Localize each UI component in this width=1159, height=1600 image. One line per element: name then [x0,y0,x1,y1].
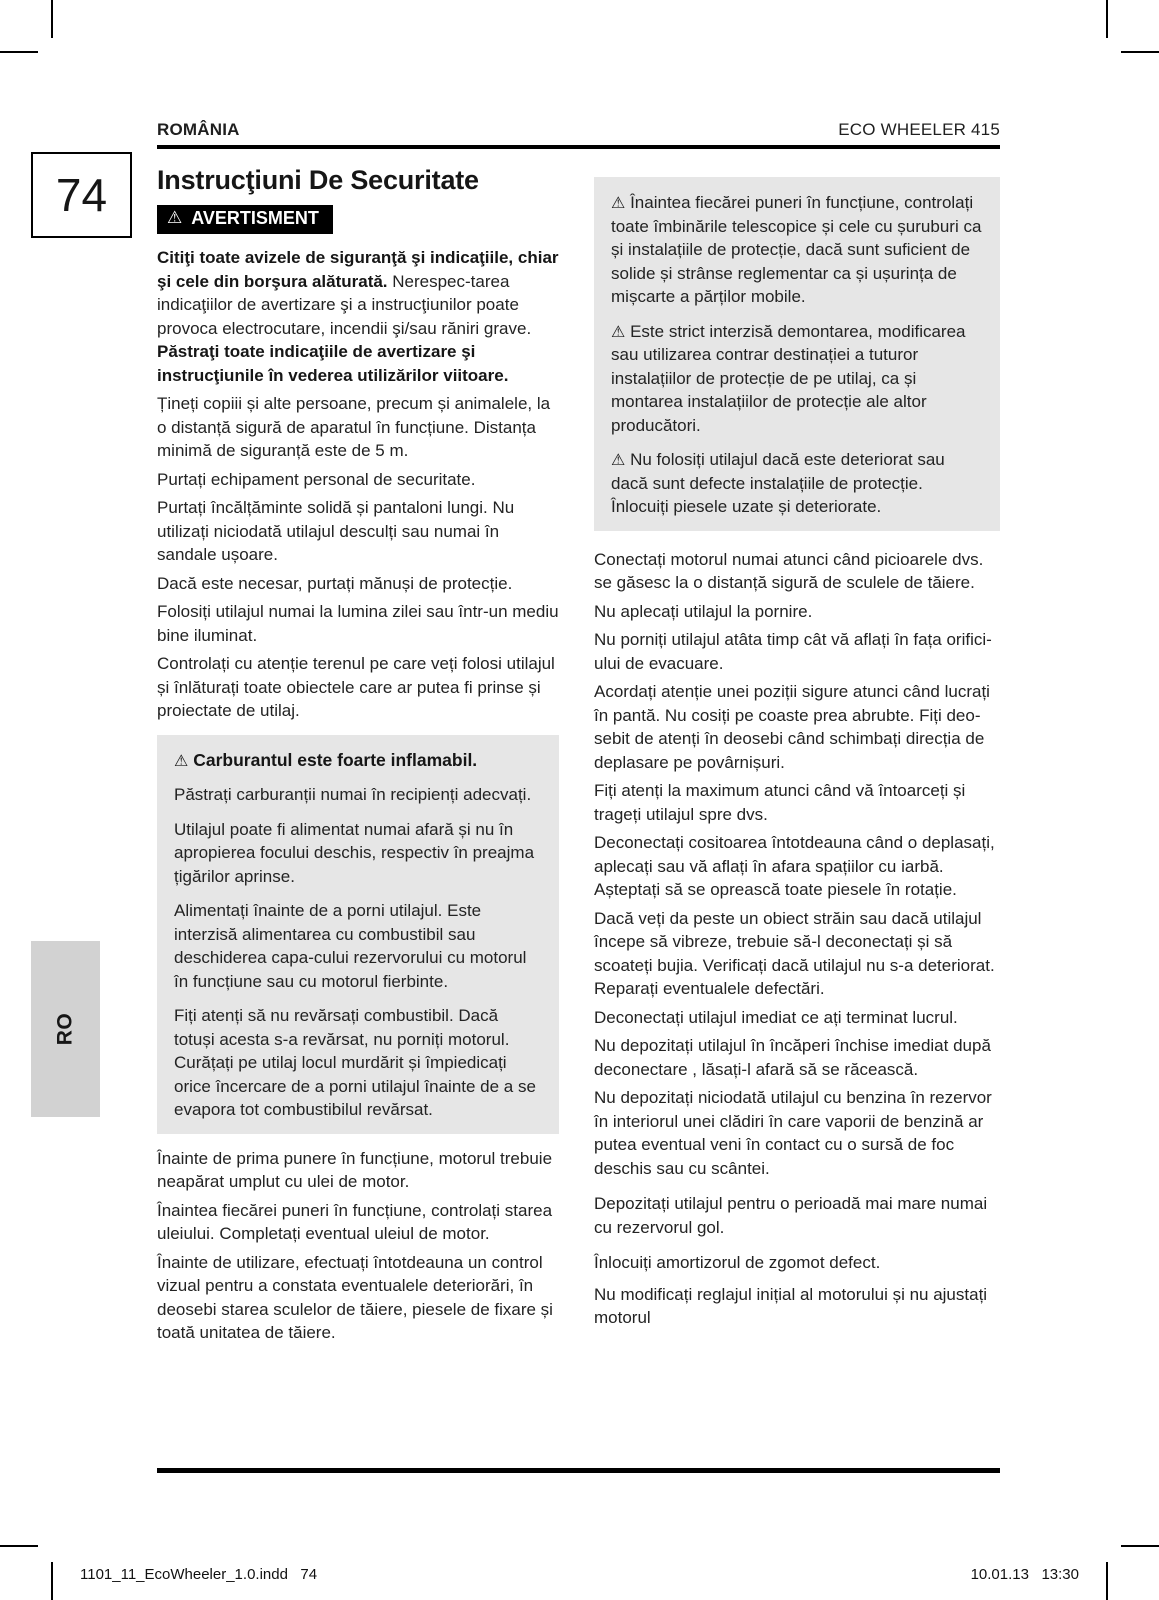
warning-icon: ⚠ [167,208,183,228]
paragraph: Înaintea fiecărei puneri în funcțiune, controlați starea uleiului. Completați eventual uleiul de motor. [157,1200,553,1243]
crop-mark [1121,1545,1159,1547]
left-column [157,165,559,1350]
crop-mark [0,1545,38,1547]
warning-item [611,191,984,309]
fuel-warning-heading [174,749,543,773]
paragraph: Nu aplecați utilajul la pornire. [594,601,813,621]
paragraph: Nu porniți utilajul atâta timp cât vă aflați în fața orifici-ului de evacuare. [594,630,992,673]
safety-warning-box [594,177,1000,531]
paragraph: Folosiți utilajul numai la lumina zilei sau într-un mediu bine iluminat. [157,602,559,645]
paragraph: Înlocuiți amortizorul de zgomot defect. [594,1253,881,1272]
warning-item-text: Înaintea fiecărei puneri în funcțiune, controlați toate îmbinările telescopice și cele cu șuruburi ca și instalațiile de protecție, dacă sunt suficient de solide și strânse reglementar ca și ușurința de mișcarte a părților mobile. [611,193,982,306]
warning-item-text: Este strict interzisă demontarea, modificarea sau utilizarea contrar destinației a tuturor instalațiilor de protecție de pe utilaj, ca și montarea instalațiilor de protecție ale altor producători. [611,321,966,435]
language-tab-label: RO [53,1012,77,1046]
paragraph: Fiți atenți la maximum atunci când vă întoarceți și trageți utilajul spre dvs. [594,781,966,824]
section-title: Instrucţiuni De Securitate [157,165,479,195]
warning-item [611,320,984,438]
paragraph: Deconectați utilajul imediat ce ați terminat lucrul. [594,1007,958,1027]
paragraph: Păstrați carburanții numai în recipienți adecvați. [174,785,532,804]
slug-filename: 1101_11_EcoWheeler_1.0.indd 74 [80,1566,318,1583]
crop-mark [0,51,38,53]
warning-banner [157,205,333,234]
warning-item-text: Nu folosiți utilajul dacă este deteriorat sau dacă sunt defecte instalațiile de protecție. Înlocuiți piesele uzate și deteriorate. [611,450,945,516]
crop-mark [51,0,53,38]
crop-mark [1106,0,1108,38]
crop-mark [1106,1562,1108,1600]
fuel-warning-box [157,735,559,1134]
paragraph: Alimentați înainte de a porni utilajul. Este interzisă alimentarea cu combustibil sau deschiderea capa-cului rezervorului cu motorul în funcțiune sau cu motorul fierbinte. [174,901,527,991]
intro-paragraph [157,246,559,387]
paragraph: Fiți atenți să nu revărsați combustibil. Dacă totuși acesta s-a revărsat, nu porniți motorul. Curățați pe utilaj locul murdărit și împiedicați orice încercare de a porni utilajul înainte de a se evapora tot combustibilul revărsat. [174,1006,536,1119]
running-header [157,120,1000,145]
page-content [157,120,1000,1350]
paragraph: Dacă este necesar, purtați mănuși de protecție. [157,573,513,593]
crop-mark [1121,51,1159,53]
intro-bold-start: Citiţi toate avizele de siguranţă şi indicaţiile, chiar şi cele din borşura alăturată. [157,248,559,291]
warning-icon: ⚠ [611,193,626,212]
right-column [594,165,1000,1350]
paragraph: Țineți copiii și alte persoane, precum și animalele, la o distanță sigură de aparatul în funcțiune. Distanța minimă de siguranță este de 5 m. [157,394,551,460]
paragraph: Deconectați cositoarea întotdeauna când o deplasați, aplecați sau vă aflați în afara spațiilor cu iarbă. Așteptați să se oprească toate piesele în rotație. [594,833,995,899]
paragraph: Nu depozitați utilajul în încăperi închise imediat după deconectare , lăsați-l afară să se răcească. [594,1036,991,1079]
paragraph: Purtați echipament personal de securitate. [157,469,476,489]
two-column-layout [157,165,1000,1350]
paragraph: Înainte de utilizare, efectuați întotdeauna un control vizual pentru a constata eventualele deteriorări, în deosebi starea sculelor de tăiere, piesele de fixare și toată unitatea de tăiere. [157,1252,553,1342]
warning-icon: ⚠ [611,321,626,341]
paragraph: Nu modificați reglajul inițial al motorului și nu ajustați motorul [594,1284,988,1327]
paragraph: Conectați motorul numai atunci când picioarele dvs. se găsesc la o distanță sigură de sculele de tăiere. [594,549,984,592]
header-rule [157,145,1000,149]
intro-bold-end: Păstraţi toate indicaţiile de avertizare şi instrucţiunile în vederea utilizărilor viitoare. [157,342,509,385]
header-product: ECO WHEELER 415 [838,120,1000,139]
crop-mark [51,1562,53,1600]
paragraph: Dacă veți da peste un obiect străin sau dacă utilajul începe să vibreze, trebuie să-l deconectați și să scoateți bujia. Verificați dacă utilajul nu s-a deteriorat. Reparați eventualele defectări. [594,908,995,998]
header-country: ROMÂNIA [157,120,240,139]
paragraph: Utilajul poate fi alimentat numai afară și nu în apropierea focului deschis, respectiv în preajma țigărilor aprinse. [174,819,535,886]
warning-icon: ⚠ [611,450,626,469]
paragraph: Nu depozitați niciodată utilajul cu benzina în rezervor în interiorul unei clădiri în care vaporii de benzină ar putea eventual veni în contact cu o sursă de foc deschis sau cu scântei. [594,1088,992,1178]
warning-banner-label: AVERTISMENT [191,208,319,228]
fuel-warning-heading-text: Carburantul este foarte inflamabil. [193,749,478,770]
paragraph: Depozitați utilajul pentru o perioadă mai mare numai cu rezervorul gol. [594,1194,988,1237]
slug-timestamp: 10.01.13 13:30 [970,1566,1079,1583]
footer-rule [157,1468,1000,1473]
intro-normal: Nerespec-tarea indicaţiilor de avertizare şi a instrucţiunilor poate provoca electrocutare, incendii şi/sau răniri grave. [157,271,532,338]
paragraph: Înainte de prima punere în funcțiune, motorul trebuie neapărat umplut cu ulei de motor. [157,1148,553,1191]
language-tab-ro [31,941,100,1117]
paragraph: Purtați încălțăminte solidă și pantaloni lungi. Nu utilizați niciodată utilajul desculți sau numai în sandale ușoare. [157,498,515,564]
page-number: 74 [55,169,108,221]
paragraph: Acordați atenție unei poziții sigure atunci când lucrați în pantă. Nu cosiți pe coaste prea abrubte. Fiți deo-sebit de atenți în deosebi când schimbați direcția de deplasare pe povârnișuri. [594,682,990,772]
warning-icon: ⚠ [174,750,189,770]
paragraph: Controlați cu atenție terenul pe care veți folosi utilajul și înlăturați toate obiectele care ar putea fi prinse și proiectate de utilaj. [157,654,555,720]
warning-item [611,448,984,519]
page-number-box [31,152,132,238]
